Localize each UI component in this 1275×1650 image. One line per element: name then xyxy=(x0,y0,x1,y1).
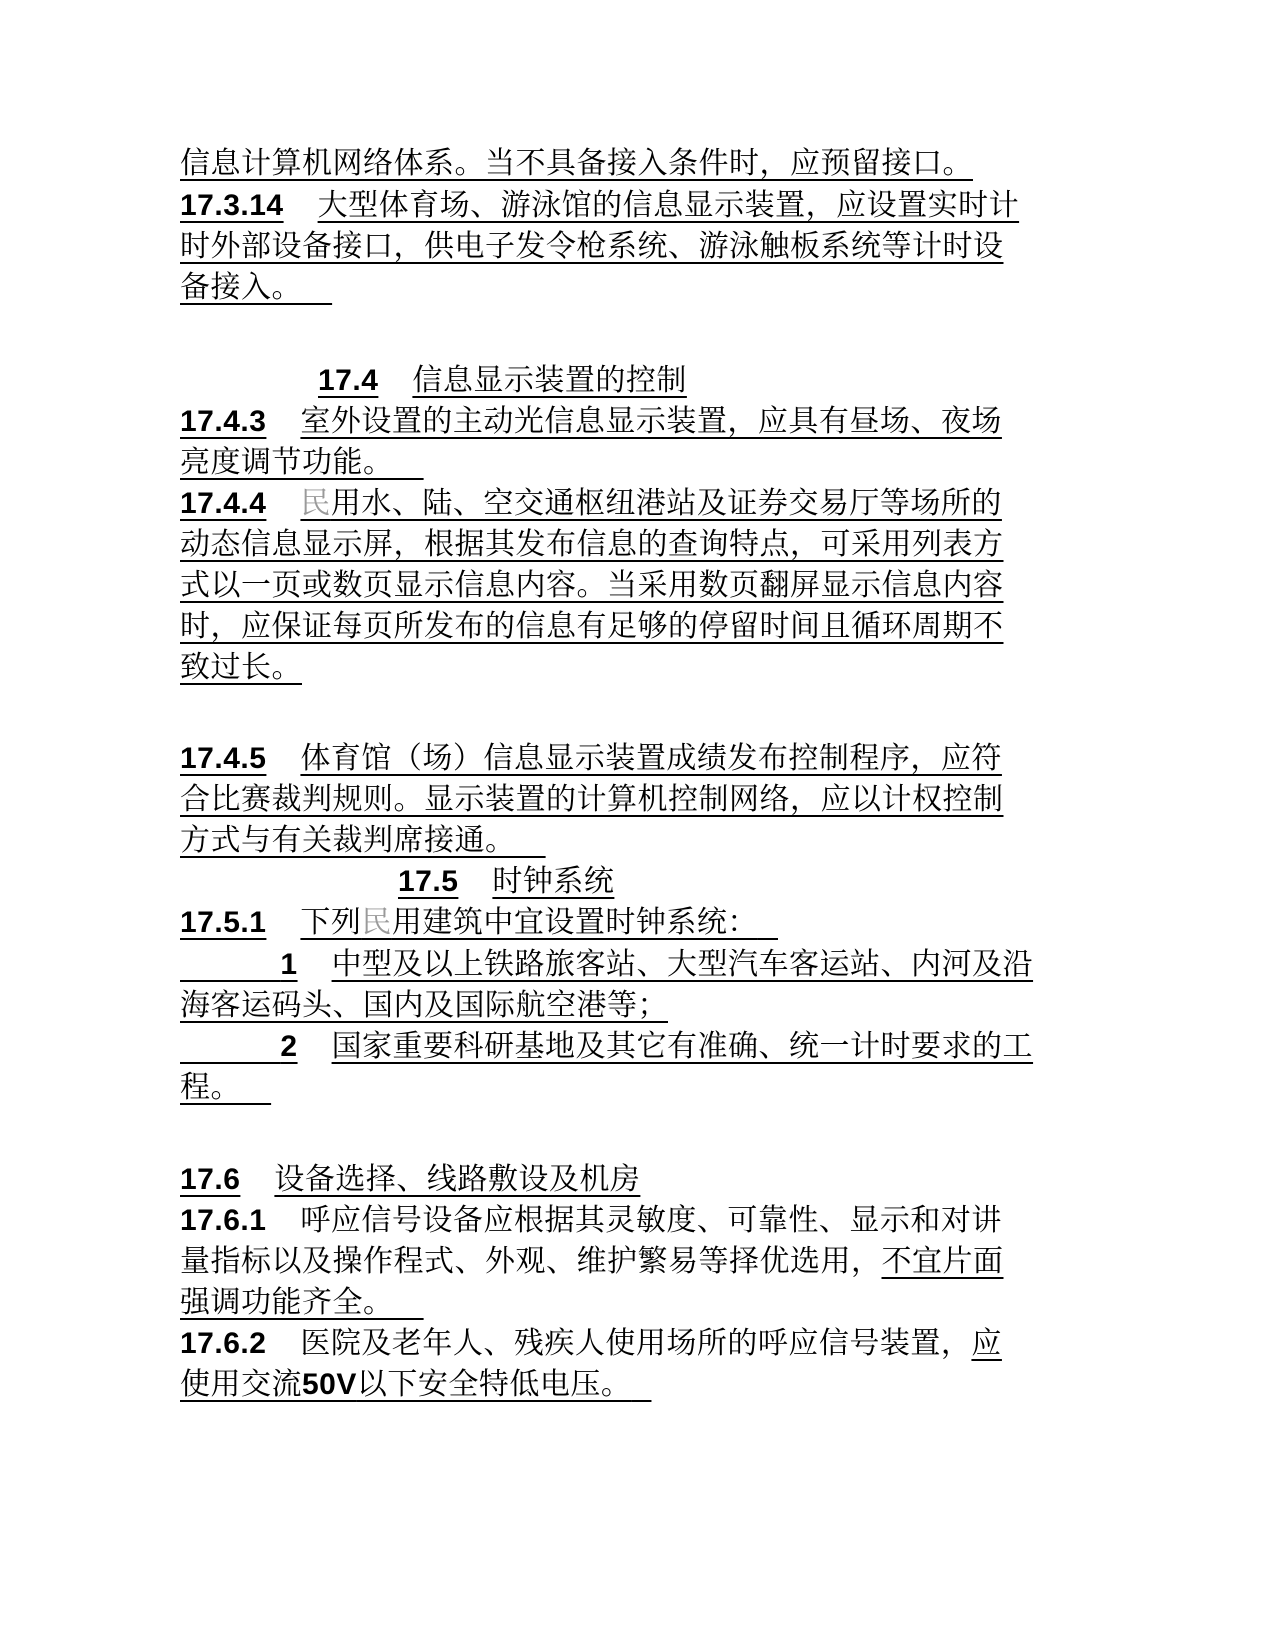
line-text: 方式与有关裁判席接通。 xyxy=(180,823,516,858)
clause-number: 17.4.3 xyxy=(180,405,267,438)
clause-text: 体育馆（场）信息显示装置成绩发布控制程序，应符 xyxy=(300,741,1002,776)
section-title: 设备选择、线路敷设及机房 xyxy=(274,1162,641,1197)
line-text: 亮度调节功能。 xyxy=(180,445,394,480)
clause-number: 17.6.2 xyxy=(180,1327,267,1360)
clause-text-gray: 民 xyxy=(361,905,392,940)
line-text: 信息计算机网络体系。当不具备接入条件时，应预留接口。 xyxy=(180,146,973,181)
list-item-number: 1 xyxy=(280,948,298,981)
clause-number: 17.3.14 xyxy=(180,189,284,222)
text-line xyxy=(180,144,973,184)
clause-number: 17.6.1 xyxy=(180,1204,267,1237)
list-item-text: 中型及以上铁路旅客站、大型汽车客运站、内河及沿 xyxy=(331,947,1034,982)
text-line xyxy=(180,1283,424,1323)
line-text-underlined: 使用交流 xyxy=(180,1367,302,1402)
clause-text: 用水、陆、空交通枢纽港站及证券交易厅等场所的 xyxy=(330,486,1002,521)
line-text: 式以一页或数页显示信息内容。当采用数页翻屏显示信息内容 xyxy=(180,568,1004,603)
line-text-underlined: 不宜片面 xyxy=(881,1244,1004,1279)
list-item-2 xyxy=(180,1027,1033,1067)
clause-number: 17.4.5 xyxy=(180,742,267,775)
section-number: 17.4 xyxy=(318,364,379,397)
section-heading-17-4 xyxy=(318,361,687,401)
clause-text: 下列 xyxy=(300,905,362,940)
list-item-number: 2 xyxy=(280,1030,298,1063)
line-text: 程。 xyxy=(180,1070,241,1105)
list-item-1 xyxy=(180,945,1033,985)
text-line xyxy=(180,780,1004,820)
text-line xyxy=(180,268,332,308)
text-line xyxy=(180,986,668,1026)
line-text-underlined: 强调功能齐全。 xyxy=(180,1285,394,1320)
section-title: 时钟系统 xyxy=(492,864,615,899)
text-line xyxy=(180,1365,651,1405)
clause-17-4-3 xyxy=(180,402,1002,442)
line-text: 动态信息显示屏，根据其发布信息的查询特点，可采用列表方 xyxy=(180,527,1004,562)
clause-17-5-1 xyxy=(180,903,778,943)
clause-text: 用建筑中宜设置时钟系统： xyxy=(391,905,758,940)
section-heading-17-5 xyxy=(398,862,614,902)
clause-17-4-4 xyxy=(180,484,1002,524)
clause-number: 17.4.4 xyxy=(180,487,267,520)
text-line xyxy=(180,566,1004,606)
text-line xyxy=(180,525,1004,565)
line-text: 合比赛裁判规则。显示装置的计算机控制网络，应以计权控制 xyxy=(180,782,1004,817)
clause-text: 医院及老年人、残疾人使用场所的呼应信号装置， xyxy=(300,1326,972,1361)
clause-17-3-14 xyxy=(180,186,1019,226)
text-line xyxy=(180,1242,1004,1282)
line-text: 备接入。 xyxy=(180,270,302,305)
clause-text-gray: 民 xyxy=(300,486,331,521)
section-number: 17.5 xyxy=(398,865,459,898)
line-text-underlined: 以下安全特低电压。 xyxy=(356,1367,632,1402)
line-text: 量指标以及操作程式、外观、维护繁易等择优选用， xyxy=(180,1244,882,1279)
list-item-text: 国家重要科研基地及其它有准确、统一计时要求的工 xyxy=(331,1029,1034,1064)
line-text: 海客运码头、国内及国际航空港等； xyxy=(180,988,668,1023)
text-line xyxy=(180,1068,271,1108)
text-line xyxy=(180,227,1004,267)
line-text: 致过长。 xyxy=(180,650,302,685)
text-line xyxy=(180,607,1004,647)
clause-text: 大型体育场、游泳馆的信息显示装置，应设置实时计 xyxy=(317,188,1020,223)
text-line xyxy=(180,443,424,483)
text-line xyxy=(180,821,546,861)
text-line xyxy=(180,648,302,688)
line-text: 时，应保证每页所发布的信息有足够的停留时间且循环周期不 xyxy=(180,609,1004,644)
clause-text-underlined: 应 xyxy=(971,1326,1002,1361)
clause-17-6-2 xyxy=(180,1324,1002,1364)
section-title: 信息显示装置的控制 xyxy=(412,363,687,398)
line-text: 时外部设备接口，供电子发令枪系统、游泳触板系统等计时设 xyxy=(180,229,1004,264)
clause-text: 室外设置的主动光信息显示装置，应具有昼场、夜场 xyxy=(300,404,1002,439)
clause-17-4-5 xyxy=(180,739,1002,779)
section-number: 17.6 xyxy=(180,1163,241,1196)
section-heading-17-6 xyxy=(180,1160,640,1200)
voltage-value: 50V xyxy=(302,1368,357,1401)
clause-text: 呼应信号设备应根据其灵敏度、可靠性、显示和对讲 xyxy=(300,1203,1002,1238)
clause-number: 17.5.1 xyxy=(180,906,267,939)
clause-17-6-1 xyxy=(180,1201,1002,1241)
